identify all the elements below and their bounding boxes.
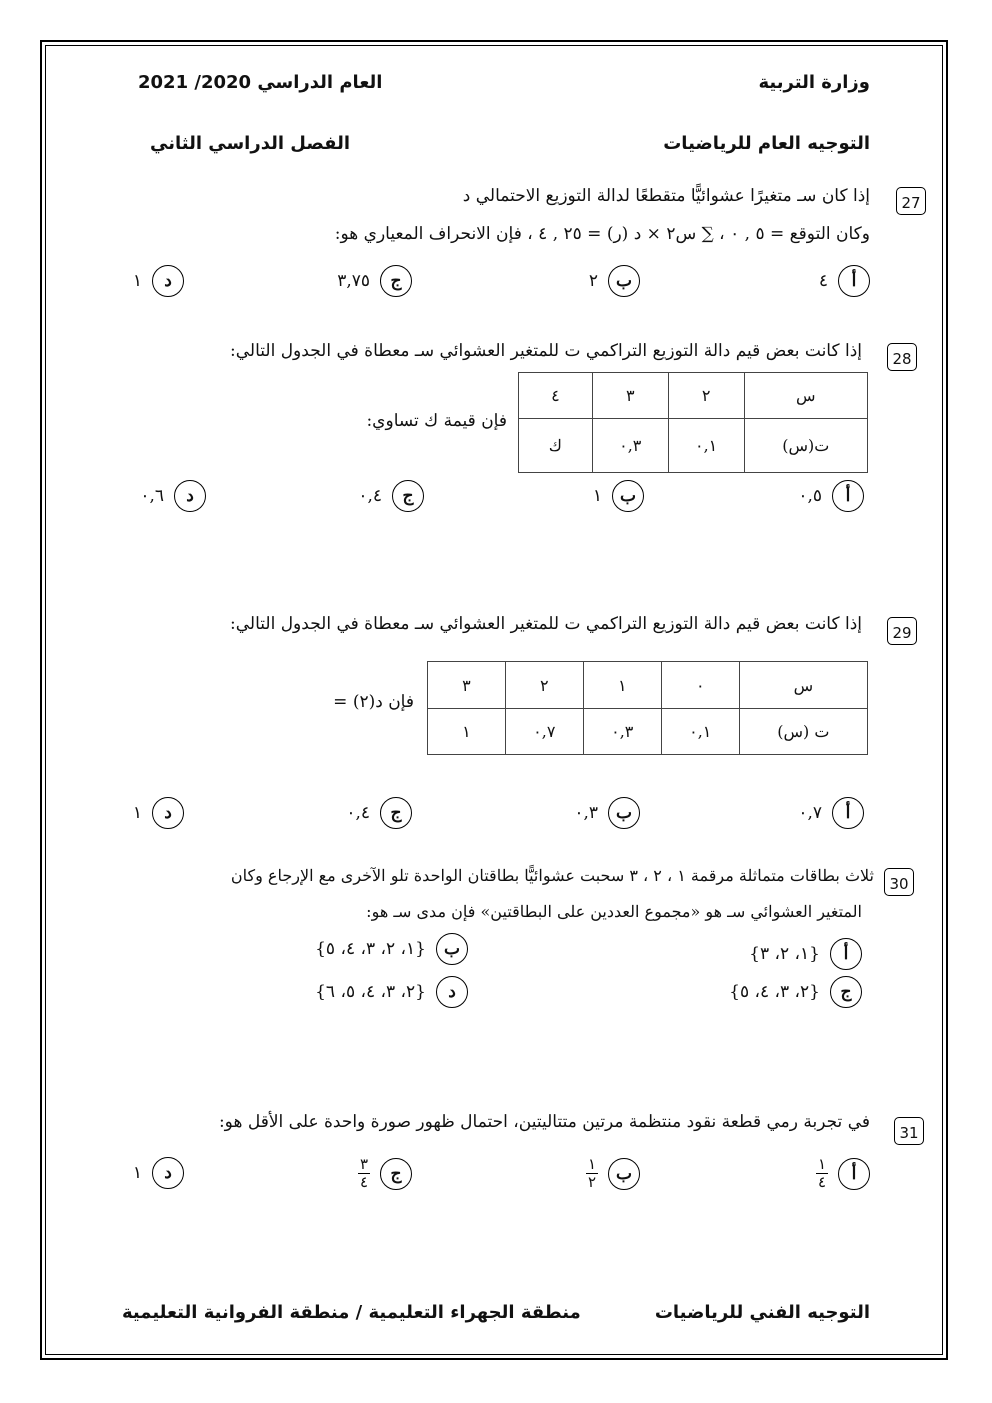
option-value: ٠,٤ (358, 486, 382, 506)
fraction-numerator: ١ (587, 1155, 596, 1173)
academic-year: العام الدراسي 2020/ 2021 (138, 72, 383, 93)
option-b[interactable] (589, 265, 640, 297)
fraction (816, 1157, 828, 1190)
option-value: ١ (592, 486, 602, 506)
table-row-label: ت(س) (744, 419, 867, 473)
option-value: ٠,٧ (798, 803, 822, 823)
table-cell: ٢ (668, 373, 744, 419)
option-letter-circle: ب (608, 797, 640, 829)
question-29-prompt: فإن د(٢) = (333, 692, 414, 712)
option-letter-circle: د (436, 976, 468, 1008)
option-d[interactable] (133, 797, 184, 829)
ministry-title: وزارة التربية (758, 72, 870, 93)
fraction-denominator: ٢ (587, 1173, 596, 1191)
option-c[interactable] (729, 976, 862, 1008)
fraction-denominator: ٤ (817, 1173, 826, 1191)
table-cell: ٠,٣ (592, 419, 668, 473)
option-value: ٤ (818, 271, 828, 291)
table-header-label: س (744, 373, 867, 419)
question-number: 27 (896, 187, 926, 215)
table-cell: ٠ (661, 662, 739, 709)
option-b[interactable] (315, 933, 468, 965)
option-c[interactable] (346, 797, 412, 829)
option-letter-circle: ب (608, 265, 640, 297)
option-d[interactable] (133, 265, 184, 297)
table-cell: ٠,١ (668, 419, 744, 473)
option-letter-circle: ج (380, 797, 412, 829)
footer-regions: منطقة الجهراء التعليمية / منطقة الفروانية التعليمية (122, 1302, 581, 1323)
option-letter-circle: د (152, 1157, 184, 1189)
question-27-line2: وكان التوقع = ٥ , ٠ ، ∑ س٢ × د (ر) = ٢٥ , ٤ ، فإن الانحراف المعياري هو: (334, 224, 870, 244)
option-b[interactable] (593, 480, 644, 512)
table-cell: ٤ (519, 373, 593, 419)
option-value: {١، ٢، ٣} (749, 944, 820, 964)
option-value: ٣,٧٥ (337, 271, 370, 291)
fraction (358, 1157, 370, 1190)
option-letter-circle: ب (608, 1158, 640, 1190)
question-29-text: إذا كانت بعض قيم دالة التوزيع التراكمي ت للمتغير العشوائي سـ معطاة في الجدول التالي: (230, 614, 862, 634)
option-letter-circle: أ (830, 938, 862, 970)
option-letter-circle: ج (380, 1158, 412, 1190)
option-value: ١ (132, 803, 142, 823)
question-28-text: إذا كانت بعض قيم دالة التوزيع التراكمي ت للمتغير العشوائي سـ معطاة في الجدول التالي: (230, 341, 862, 361)
option-letter-circle: أ (832, 480, 864, 512)
table-cell: ٠,٣ (583, 709, 661, 755)
option-letter-circle: أ (838, 265, 870, 297)
option-b[interactable] (586, 1157, 640, 1190)
question-number: 30 (884, 868, 914, 896)
option-letter-circle: أ (838, 1158, 870, 1190)
fraction-denominator: ٤ (359, 1173, 368, 1191)
option-value: {٢، ٣، ٤، ٥} (729, 982, 820, 1002)
option-a[interactable] (816, 1157, 870, 1190)
question-30-line1: ثلاث بطاقات متماثلة مرقمة ١ ، ٢ ، ٣ سحبت عشوائيًّا بطاقتان الواحدة تلو الآخرى مع الإرجاع وكان (230, 866, 874, 885)
option-letter-circle: د (174, 480, 206, 512)
question-31-text: في تجربة رمي قطعة نقود منتظمة مرتين متتاليتين، احتمال ظهور صورة واحدة على الأقل هو: (218, 1112, 870, 1132)
option-letter-circle: ج (392, 480, 424, 512)
table-cell: ٣ (592, 373, 668, 419)
option-value: {١، ٢، ٣، ٤، ٥} (315, 939, 426, 959)
general-guidance: التوجيه العام للرياضيات (663, 133, 870, 154)
option-a[interactable] (798, 797, 864, 829)
option-letter-circle: ج (830, 976, 862, 1008)
question-30-line2: المتغير العشوائي سـ هو «مجموع العددين على البطاقتين» فإن مدى سـ هو: (366, 902, 862, 921)
option-a[interactable] (798, 480, 864, 512)
fraction-numerator: ١ (817, 1155, 826, 1173)
option-value: ٢ (588, 271, 598, 291)
option-c[interactable] (337, 265, 412, 297)
option-value: ٠,٦ (140, 486, 164, 506)
question-number: 31 (894, 1117, 924, 1145)
question-27-line1: إذا كان سـ متغيرًا عشوائيًّا متقطعًا لدالة التوزيع الاحتمالي د (462, 186, 870, 206)
option-value: ١ (132, 1163, 142, 1183)
table-cell: ٠,٧ (505, 709, 583, 755)
option-a[interactable] (749, 938, 862, 970)
table-cell: ٣ (428, 662, 506, 709)
fraction (586, 1157, 598, 1190)
option-letter-circle: ب (436, 933, 468, 965)
question-number: 28 (887, 343, 917, 371)
fraction-numerator: ٣ (359, 1155, 368, 1173)
option-letter-circle: ج (380, 265, 412, 297)
option-d[interactable] (315, 976, 468, 1008)
q28-table (518, 372, 868, 473)
option-value: ٠,٣ (574, 803, 598, 823)
option-d[interactable] (140, 480, 206, 512)
option-d[interactable] (133, 1157, 184, 1189)
table-cell: ٢ (505, 662, 583, 709)
option-letter-circle: د (152, 797, 184, 829)
option-c[interactable] (358, 1157, 412, 1190)
option-letter-circle: د (152, 265, 184, 297)
option-letter-circle: ب (612, 480, 644, 512)
table-cell: ١ (428, 709, 506, 755)
semester: الفصل الدراسي الثاني (150, 133, 350, 154)
option-value: ٠,٤ (346, 803, 370, 823)
q29-table (427, 661, 868, 755)
option-value: ٠,٥ (798, 486, 822, 506)
option-b[interactable] (574, 797, 640, 829)
option-a[interactable] (819, 265, 870, 297)
option-value: {٢، ٣، ٤، ٥، ٦} (315, 982, 426, 1002)
table-cell: ٠,١ (661, 709, 739, 755)
table-cell: ك (519, 419, 593, 473)
footer-tech-guidance: التوجيه الفني للرياضيات (654, 1302, 870, 1323)
option-value: ١ (132, 271, 142, 291)
option-letter-circle: أ (832, 797, 864, 829)
table-row-label: ت (س) (739, 709, 867, 755)
option-c[interactable] (358, 480, 424, 512)
table-cell: ١ (583, 662, 661, 709)
question-28-prompt: فإن قيمة ك تساوي: (366, 411, 507, 431)
table-header-label: س (739, 662, 867, 709)
question-number: 29 (887, 617, 917, 645)
